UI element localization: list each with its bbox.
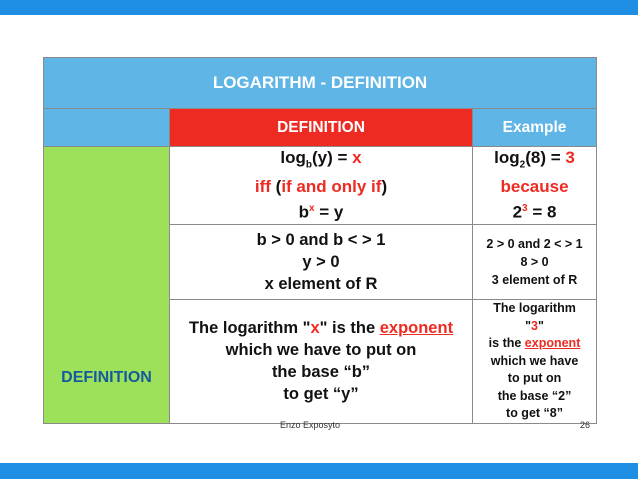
top-bar: [0, 0, 638, 15]
row1-def-line3: $b^x = y$: [298, 203, 344, 223]
row3-def-line1: The logarithm "x" is the exponent: [188, 319, 454, 338]
row3-ex-line4: which we have: [490, 353, 579, 368]
row3-def-line3: the base “b”: [271, 363, 371, 382]
row2-def-line1: b > 0 and b < > 1: [256, 231, 386, 250]
row1-example: [473, 147, 597, 225]
definition-table: [43, 57, 597, 424]
side-label: DEFINITION: [44, 147, 170, 424]
row1-ex-line3: $2^3 = 8$: [512, 203, 557, 223]
header-example: Example: [473, 109, 597, 147]
row2-ex-line1: 2 > 0 and 2 < > 1: [486, 237, 583, 252]
footer-author: Enzo Exposyto: [280, 420, 341, 430]
header-definition: DEFINITION: [170, 109, 473, 147]
row1-definition: [170, 147, 473, 225]
row2-def-line2: y > 0: [302, 253, 340, 272]
bottom-bar: [0, 463, 638, 479]
row3-ex-line3: is the exponent: [488, 336, 581, 351]
row3-ex-line6: the base “2”: [497, 388, 572, 403]
row3-ex-line5: to put on: [507, 371, 562, 386]
row2-ex-line3: 3 element of R: [491, 273, 578, 288]
row2-definition: [170, 225, 473, 300]
row2-example: [473, 225, 597, 300]
row3-definition: [170, 300, 473, 424]
row3-ex-line1: The logarithm: [493, 301, 576, 316]
row1-ex-line2: because: [500, 177, 569, 197]
row3-def-line2: which we have to put on: [225, 341, 417, 360]
row3-ex-line2: "3": [525, 318, 544, 333]
row3-ex-line7: to get “8”: [506, 406, 563, 421]
row1-def-line1: $\log_b(y) = x$: [280, 148, 362, 171]
slide-title: LOGARITHM - DEFINITION: [44, 58, 597, 109]
row3-def-line4: to get “y”: [283, 385, 359, 404]
row2-def-line3: x element of R: [264, 275, 378, 294]
row1-ex-line1: $\log_2(8) = 3$: [494, 148, 575, 171]
row2-ex-line2: 8 > 0: [520, 255, 549, 270]
header-blank: [44, 109, 170, 147]
row3-example: [473, 300, 597, 424]
row1-def-line2: iff (if and only if): [254, 177, 388, 197]
page-number: 26: [580, 420, 591, 430]
